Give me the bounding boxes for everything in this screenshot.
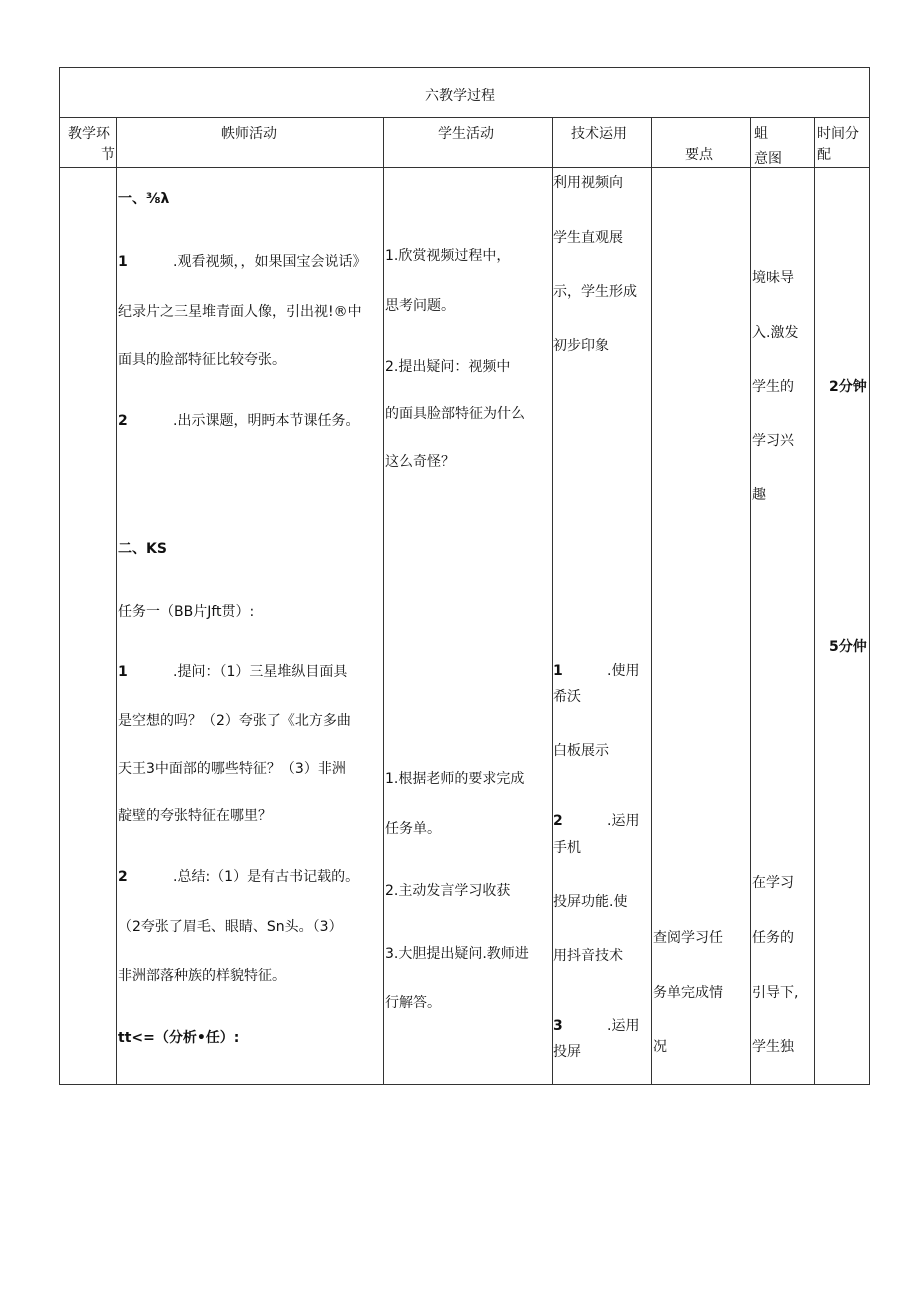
tech-b1-line3: 白板展示 bbox=[553, 743, 609, 759]
col-divider-1 bbox=[116, 117, 117, 1085]
time-allocation-2: 5分仲 bbox=[829, 639, 867, 655]
header-time-line1: 时间分 bbox=[817, 126, 859, 142]
tech-a-line1: 利用视频向 bbox=[553, 175, 623, 191]
tech-b2-line2: 手机 bbox=[553, 840, 581, 856]
intent-a-line3: 学生的 bbox=[752, 379, 794, 395]
teacher-t1-item2-number: 2 bbox=[118, 869, 128, 885]
col-divider-4 bbox=[651, 117, 652, 1085]
teacher-t1-item2-line2: （2夸张了眉毛、眼睛、Sn头。（3） bbox=[118, 919, 343, 935]
header-technology: 技术运用 bbox=[571, 126, 627, 142]
student-b1-line2: 任务单。 bbox=[385, 821, 441, 837]
keypoints-line1: 查阅学习任 bbox=[653, 930, 723, 946]
intent-a-line5: 趣 bbox=[752, 487, 766, 503]
teacher-t1-item1-number: 1 bbox=[118, 664, 128, 680]
tech-b1-text: .使用 bbox=[607, 663, 640, 679]
col-divider-3 bbox=[552, 117, 553, 1085]
teacher-task2-title: tt<=（分析•任）: bbox=[118, 1030, 240, 1046]
header-stage-line2: 节 bbox=[101, 147, 115, 163]
tech-b2-line4: 用抖音技术 bbox=[553, 948, 623, 964]
col-divider-5 bbox=[750, 117, 751, 1085]
teacher-s1-item1-text: .观看视频，，如果国宝会说话》 bbox=[173, 254, 367, 270]
intent-b-line4: 学生独 bbox=[752, 1039, 794, 1055]
header-bottom-rule bbox=[59, 167, 870, 168]
teacher-s1-item1-number: 1 bbox=[118, 254, 128, 270]
teacher-t1-item1-line2: 是空想的吗？（2）夸张了《北方多曲 bbox=[118, 713, 351, 729]
student-b1: 1.根据老师的要求完成 bbox=[385, 771, 525, 787]
student-a2-line3: 这么奇怪？ bbox=[385, 454, 455, 470]
header-teacher-activity: 帙师活动 bbox=[221, 126, 277, 142]
intent-a-line1: 境味导 bbox=[752, 270, 794, 286]
teacher-s1-item1-line3: 面具的脸部特征比较夸张。 bbox=[118, 352, 286, 368]
teacher-s1-item2-number: 2 bbox=[118, 413, 128, 429]
teacher-t1-item1-line3: 天王3中面部的哪些特征？（3）非洲 bbox=[118, 761, 346, 777]
tech-a-line3: 示，学生形成 bbox=[553, 284, 637, 300]
tech-a-line2: 学生直观展 bbox=[553, 230, 623, 246]
teacher-section-1-title: 一、⅜λ bbox=[118, 191, 170, 207]
tech-b1-line2: 希沃 bbox=[553, 689, 581, 705]
header-key-points: 要点 bbox=[685, 147, 713, 163]
tech-b2-line3: 投屏功能.使 bbox=[553, 894, 628, 910]
tech-b3-number: 3 bbox=[553, 1018, 563, 1034]
student-b3: 3.大胆提出疑问.教师进 bbox=[385, 946, 529, 962]
teacher-t1-item2-line3: 非洲部落种族的样貌特征。 bbox=[118, 968, 286, 984]
table-title: 六教学过程 bbox=[425, 88, 495, 104]
tech-b1-number: 1 bbox=[553, 663, 563, 679]
intent-a-line2: 入.激发 bbox=[752, 325, 799, 341]
student-a1-line2: 思考问题。 bbox=[385, 298, 455, 314]
tech-a-line4: 初步印象 bbox=[553, 338, 609, 354]
col-divider-2 bbox=[383, 117, 384, 1085]
keypoints-line2: 务单完成情 bbox=[653, 985, 723, 1001]
intent-b-line3: 引导下, bbox=[752, 985, 799, 1001]
student-a2: 2.提出疑问：视频中 bbox=[385, 359, 511, 375]
teacher-t1-item2-text: .总结:（1）是有古书记载的。 bbox=[173, 869, 360, 885]
student-a1: 1.欣赏视频过程中， bbox=[385, 248, 511, 264]
teacher-t1-item1-text: .提问：（1）三星堆纵目面具 bbox=[173, 664, 348, 680]
teacher-task1-title: 任务一（BB片Jft贯）: bbox=[118, 604, 255, 620]
header-stage-line1: 教学环 bbox=[68, 126, 110, 142]
col-divider-6 bbox=[814, 117, 815, 1085]
tech-b3-text: .运用 bbox=[607, 1018, 640, 1034]
intent-b-line2: 任务的 bbox=[752, 930, 794, 946]
intent-b-line1: 在学习 bbox=[752, 875, 794, 891]
tech-b3-line2: 投屏 bbox=[553, 1044, 581, 1060]
keypoints-line3: 况 bbox=[653, 1039, 667, 1055]
teacher-s1-item2-text: .出示课题，明眄本节课任务。 bbox=[173, 413, 360, 429]
time-allocation-1: 2分钟 bbox=[829, 379, 867, 395]
student-b3-line2: 行解答。 bbox=[385, 995, 441, 1011]
tech-b2-text: .运用 bbox=[607, 813, 640, 829]
header-intent-line2: 意图 bbox=[754, 151, 782, 167]
student-a2-line2: 的面具脸部特征为什么 bbox=[385, 406, 525, 422]
intent-a-line4: 学习兴 bbox=[752, 433, 794, 449]
header-intent-line1: 蛆 bbox=[754, 126, 768, 142]
tech-b2-number: 2 bbox=[553, 813, 563, 829]
header-student-activity: 学生活动 bbox=[438, 126, 494, 142]
teacher-t1-item1-line4: 靛壁的夸张特征在哪里？ bbox=[118, 808, 272, 824]
teacher-s1-item1-line2: 纪录片之三星堆青面人像，引出视!®中 bbox=[118, 304, 362, 320]
teacher-section-2-title: 二、KS bbox=[118, 541, 167, 557]
header-time-line2: 配 bbox=[817, 147, 831, 163]
student-b2: 2.主动发言学习收获 bbox=[385, 883, 511, 899]
header-top-rule bbox=[59, 117, 870, 118]
